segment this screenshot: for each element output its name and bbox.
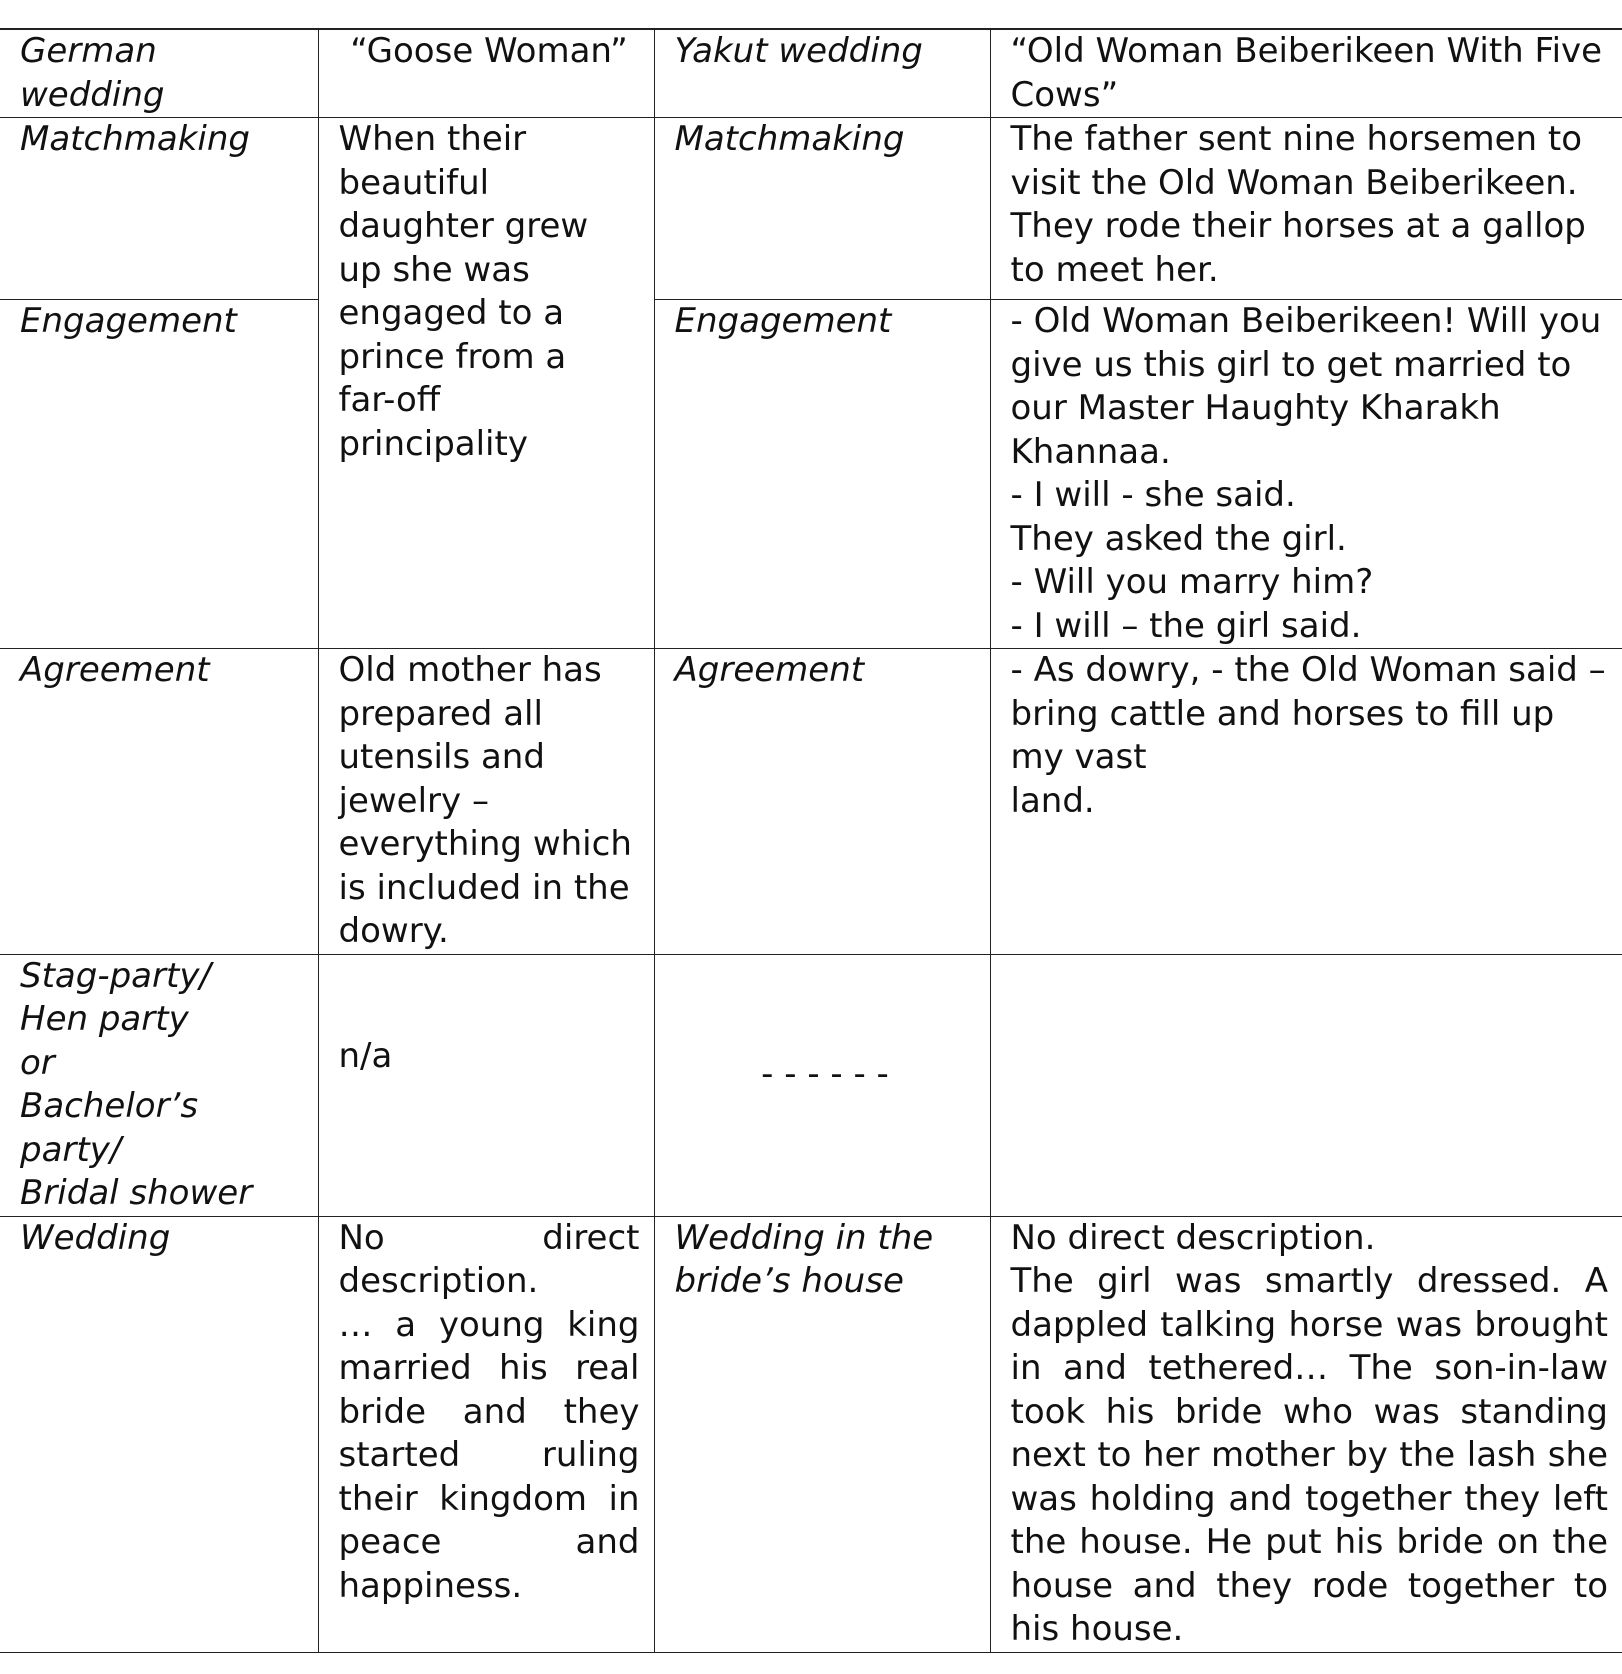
cell-yakut-stage-agreement: Agreement — [654, 649, 990, 955]
cell-beiberikeen-stag-party — [990, 954, 1622, 1216]
cell-stage-matchmaking: Matchmaking — [0, 118, 318, 300]
cell-goose-agreement: Old mother has prepared all utensils and jewelry – everything which is included in the dowry. — [318, 649, 654, 955]
paragraph: No direct description. — [1010, 1217, 1376, 1258]
comparison-table — [0, 28, 1622, 1653]
cell-beiberikeen-wedding — [990, 1216, 1622, 1652]
paragraph: … a young king married his real bride and they started ruling their kingdom in peace and happiness. — [338, 1304, 640, 1606]
cell-beiberikeen-engagement: - Old Woman Beiberikeen! Will you give us this girl to get married to our Master Haughty Kharakh Khannaa. - I will - she said. They asked the girl. - Will you marry him? - I will – the girl said. — [990, 300, 1622, 649]
paragraph: The girl was smartly dressed. A dappled talking horse was brought in and tethered… The son-in-law took his bride who was standing next to her mother by the lash she was holding and together they left the house. He put his bride on the house and they rode together to his house. — [1010, 1261, 1608, 1649]
table-row-agreement — [0, 649, 1622, 955]
cell-stage-agreement: Agreement — [0, 649, 318, 955]
table-header-row — [0, 29, 1622, 118]
header-goose-woman: “Goose Woman” — [318, 29, 654, 118]
paragraph: No direct description. — [338, 1217, 640, 1301]
table-row-engagement — [0, 300, 1622, 649]
table-row-matchmaking — [0, 118, 1622, 300]
cell-yakut-stag-party: - - - - - - — [654, 954, 990, 1216]
cell-beiberikeen-matchmaking: The father sent nine horsemen to visit the Old Woman Beiberikeen. They rode their horses at a gallop to meet her. — [990, 118, 1622, 300]
cell-yakut-stage-wedding: Wedding in the bride’s house — [654, 1216, 990, 1652]
cell-goose-wedding — [318, 1216, 654, 1652]
header-german-wedding: German wedding — [0, 29, 318, 118]
cell-stage-engagement: Engagement — [0, 300, 318, 649]
cell-stage-wedding: Wedding — [0, 1216, 318, 1652]
header-old-woman-beiberikeen: “Old Woman Beiberikeen With Five Cows” — [990, 29, 1622, 118]
table-row-stag-party — [0, 954, 1622, 1216]
table-row-wedding — [0, 1216, 1622, 1652]
cell-yakut-stage-matchmaking: Matchmaking — [654, 118, 990, 300]
header-yakut-wedding: Yakut wedding — [654, 29, 990, 118]
cell-beiberikeen-agreement: - As dowry, - the Old Woman said – bring cattle and horses to fill up my vast land. — [990, 649, 1622, 955]
cell-goose-stag-party: n/a — [318, 954, 654, 1216]
cell-yakut-stage-engagement: Engagement — [654, 300, 990, 649]
cell-stage-stag-party: Stag-party/ Hen party or Bachelor’s party/ Bridal shower — [0, 954, 318, 1216]
cell-goose-matchmaking-engagement: When their beautiful daughter grew up she was engaged to a prince from a far-off principality — [318, 118, 654, 649]
